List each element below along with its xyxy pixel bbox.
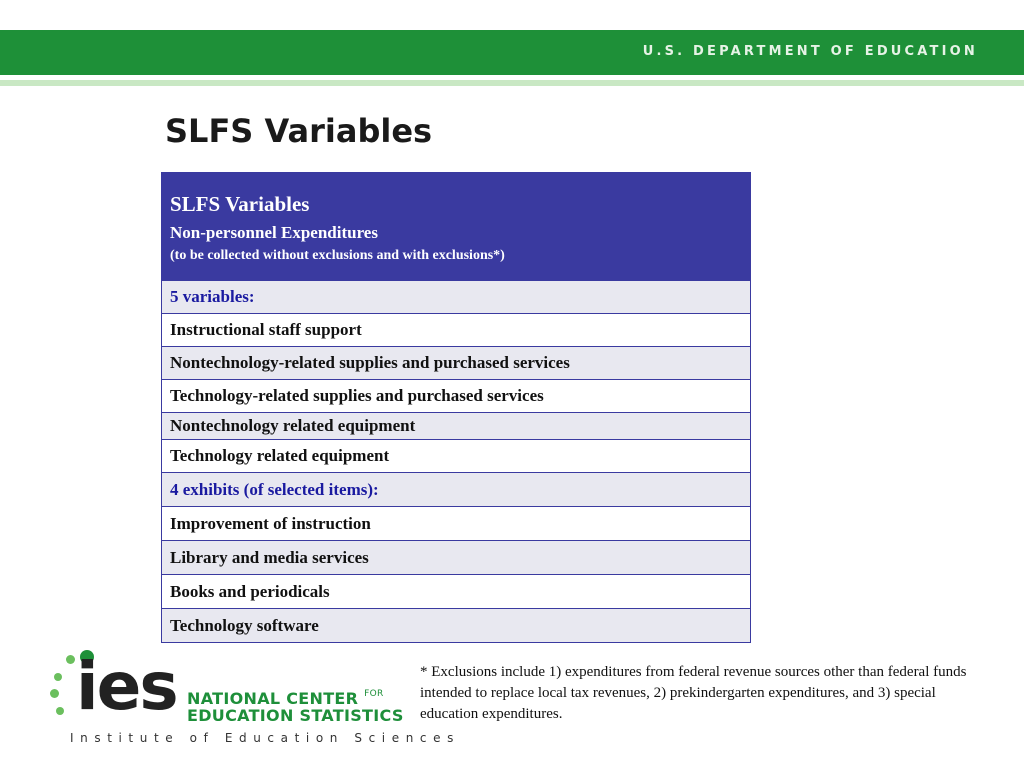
- table-cell: Technology related equipment: [162, 440, 751, 473]
- logo-wordmark: ies: [76, 648, 177, 725]
- table-cell: Technology-related supplies and purchased services: [162, 380, 751, 413]
- logo-subtitle: Institute of Education Sciences: [70, 731, 460, 745]
- table-row: [162, 347, 751, 380]
- table-cell: Library and media services: [162, 541, 751, 575]
- table-header-cell: [162, 173, 751, 281]
- table-row: [162, 507, 751, 541]
- table-cell: Nontechnology-related supplies and purchased services: [162, 347, 751, 380]
- ies-logo: [40, 645, 460, 755]
- table-note: (to be collected without exclusions and with exclusions*): [170, 247, 505, 263]
- logo-dot: [50, 689, 59, 698]
- section-label-variables: 5 variables:: [162, 281, 751, 314]
- table-row: [162, 609, 751, 643]
- table-cell: Nontechnology related equipment: [162, 413, 751, 440]
- logo-for-text: FOR: [364, 689, 384, 699]
- logo-dot: [66, 655, 75, 664]
- table-row: [162, 473, 751, 507]
- table-row: [162, 314, 751, 347]
- table-row: [162, 281, 751, 314]
- table-row: [162, 541, 751, 575]
- header-accent-line: [0, 80, 1024, 86]
- logo-line1-text: NATIONAL CENTER: [187, 689, 359, 708]
- variables-table: [161, 172, 751, 643]
- table-cell: Technology software: [162, 609, 751, 643]
- department-label: U.S. DEPARTMENT OF EDUCATION: [642, 44, 978, 59]
- table-header-row: [162, 173, 751, 281]
- section-label-exhibits: 4 exhibits (of selected items):: [162, 473, 751, 507]
- footnote: * Exclusions include 1) expenditures from federal revenue sources other than federal funds intended to replace local tax revenues, 2) prekindergarten expenditures, and 3) special education expenditures.: [420, 664, 967, 722]
- page-title: SLFS Variables: [165, 112, 433, 150]
- table-row: [162, 440, 751, 473]
- table-row: [162, 413, 751, 440]
- table-row: [162, 380, 751, 413]
- logo-dot: [54, 673, 62, 681]
- table-subtitle: Non-personnel Expenditures: [170, 222, 378, 242]
- table-row: [162, 575, 751, 609]
- logo-line2: EDUCATION STATISTICS: [187, 706, 404, 725]
- table-cell: Instructional staff support: [162, 314, 751, 347]
- table-cell: Improvement of instruction: [162, 507, 751, 541]
- table-cell: Books and periodicals: [162, 575, 751, 609]
- logo-dot: [56, 707, 64, 715]
- table-title: SLFS Variables: [170, 191, 310, 216]
